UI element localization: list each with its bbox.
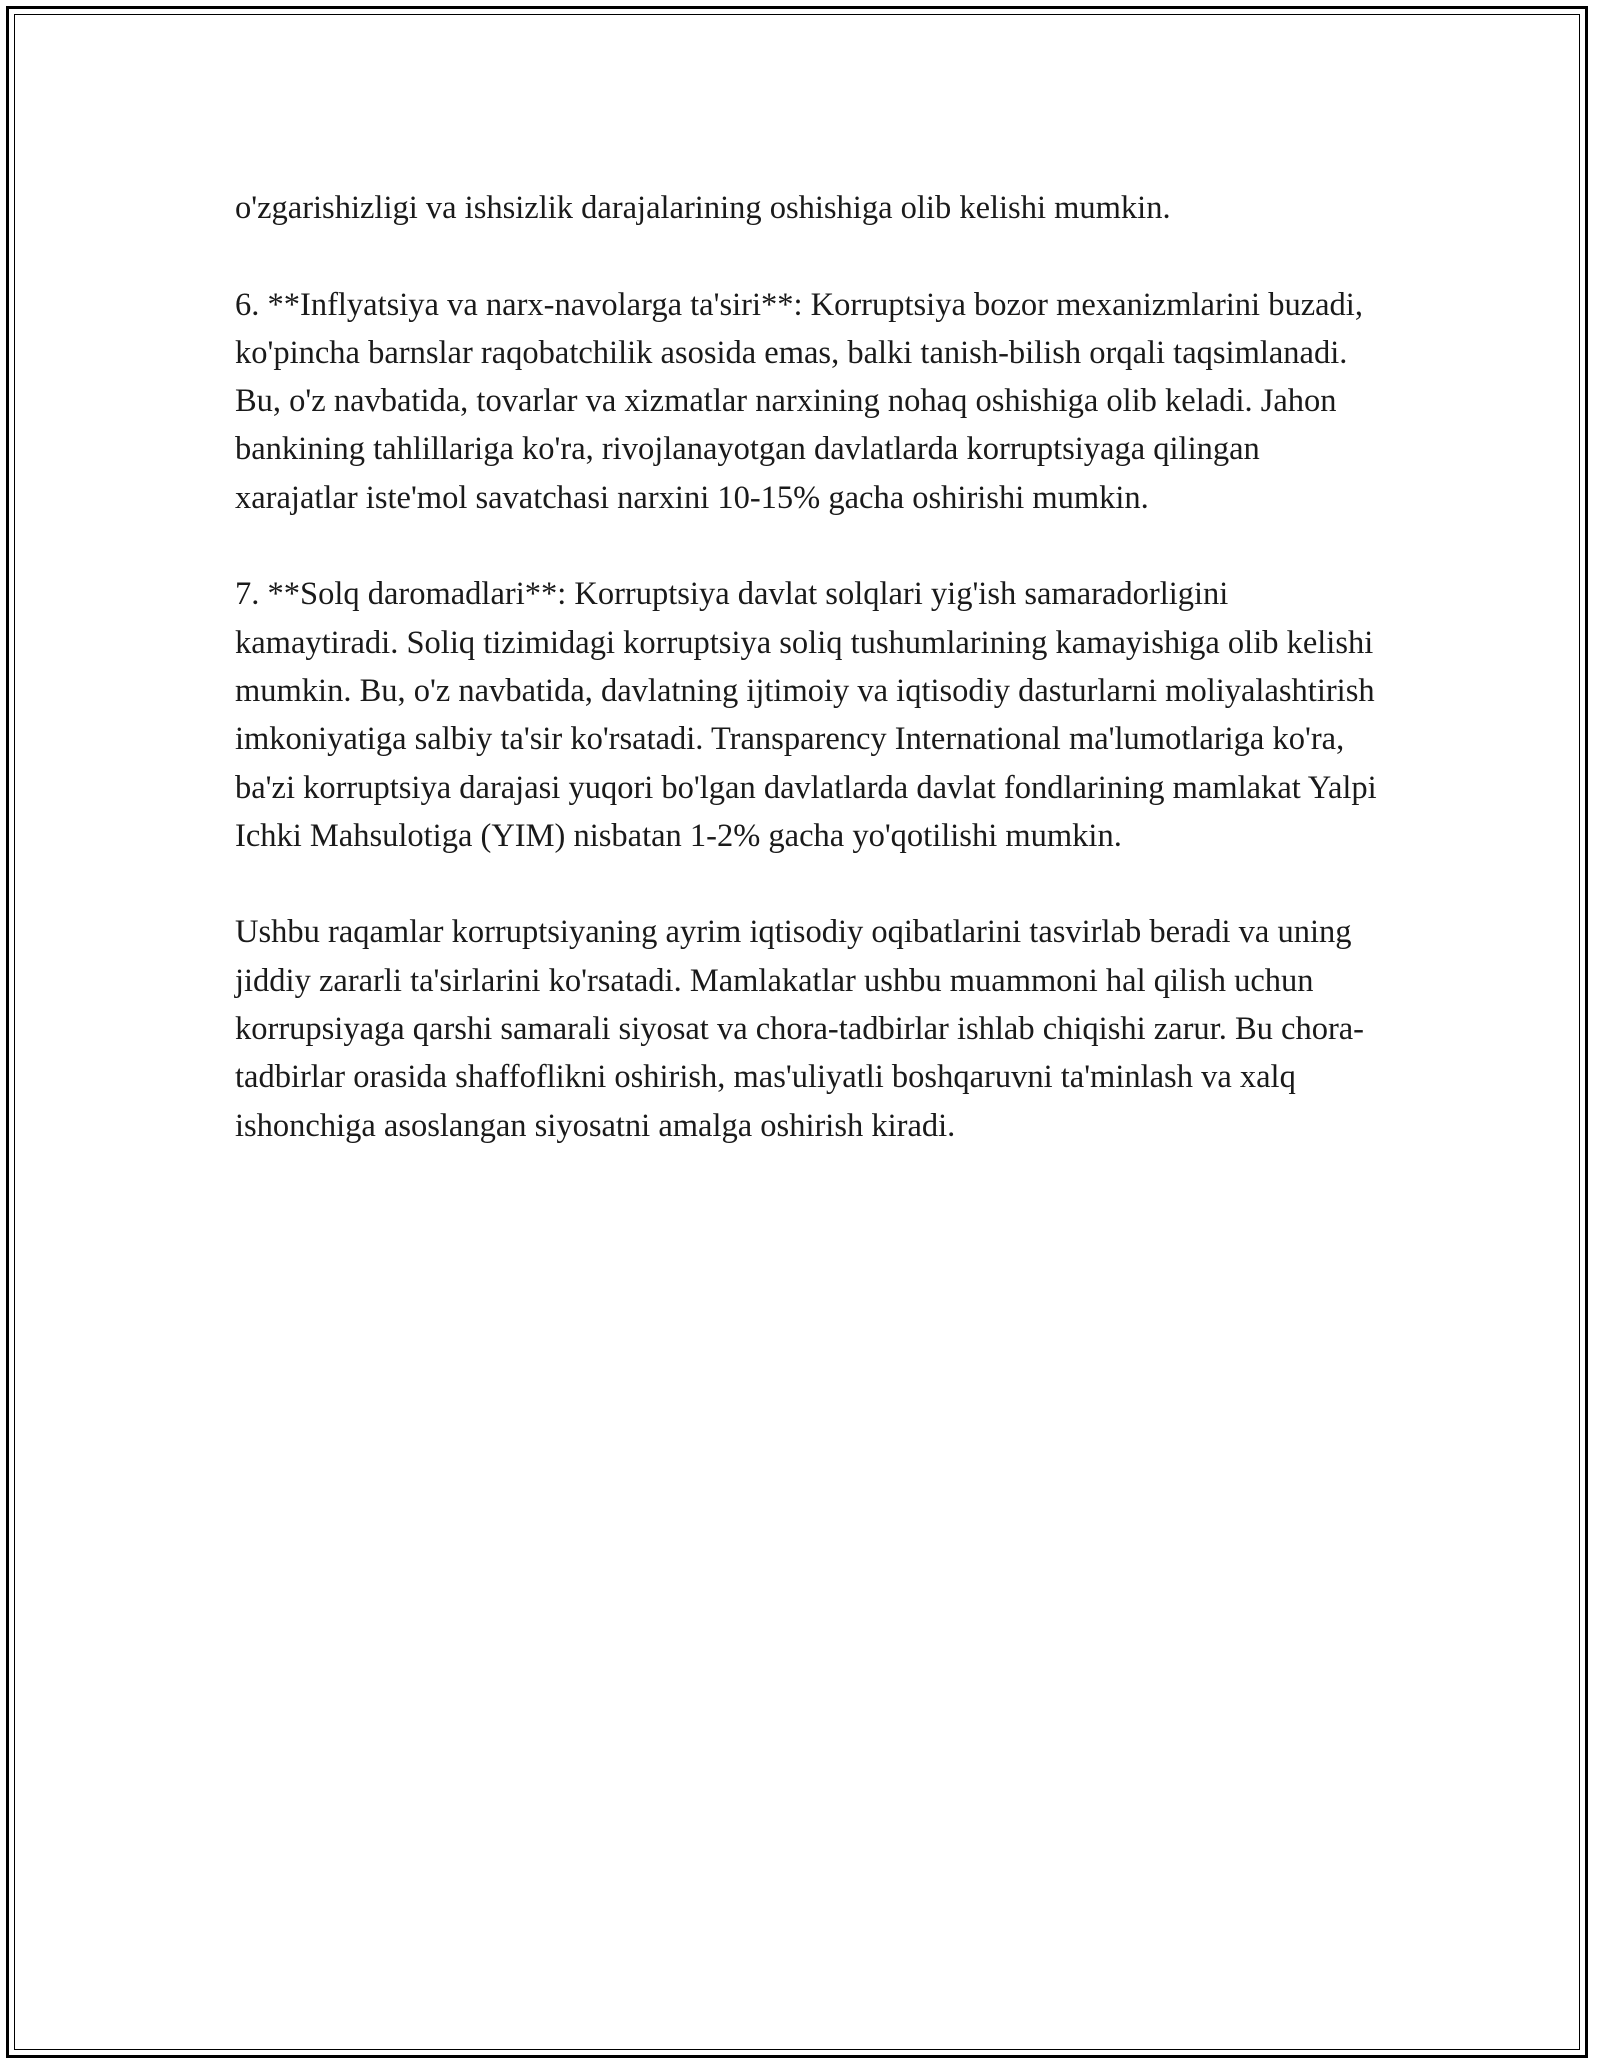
paragraph-conclusion: Ushbu raqamlar korruptsiyaning ayrim iqtisodiy oqibatlarini tasvirlab beradi va uning jiddiy zararli ta'sirlarini ko'rsatadi. Mamlakatlar ushbu muammoni hal qilish uchun korrupsiyaga qarshi samarali siyosat va chora-tadbirlar ishlab chiqishi zarur. Bu chora-tadbirlar orasida shaffoflikni oshirish, mas'uliyatli boshqaruvni ta'minlash va xalq ishonchiga asoslangan siyosatni amalga oshirish kiradi.	[235, 914, 1365, 1144]
document-body	[235, 184, 1385, 1198]
paragraph-inflation: 6. **Inflyatsiya va narx-navolarga ta'siri**: Korruptsiya bozor mexanizmlarini buzadi, ko'pincha barnslar raqobatchilik asosida emas, balki tanish-bilish orqali taqsimlanadi. Bu, o'z navbatida, tovarlar va xizmatlar narxining nohaq oshishiga olib keladi. Jahon bankining tahlillariga ko'ra, rivojlanayotgan davlatlarda korruptsiyaga qilingan xarajatlar iste'mol savatchasi narxini 10-15% gacha oshirishi mumkin.	[235, 286, 1363, 516]
paragraph-tax-revenue: 7. **Solq daromadlari**: Korruptsiya davlat solqlari yig'ish samaradorligini kamaytiradi. Soliq tizimidagi korruptsiya soliq tushumlarining kamayishiga olib kelishi mumkin. Bu, o'z navbatida, davlatning ijtimoiy va iqtisodiy dasturlarni moliyalashtirish imkoniyatiga salbiy ta'sir ko'rsatadi. Transparency International ma'lumotlariga ko'ra, ba'zi korruptsiya darajasi yuqori bo'lgan davlatlarda davlat fondlarining mamlakat Yalpi Ichki Mahsulotiga (YIM) nisbatan 1-2% gacha yo'qotilishi mumkin.	[235, 576, 1377, 854]
paragraph-continuation: o'zgarishizligi va ishsizlik darajalarining oshishiga olib kelishi mumkin.	[235, 190, 1171, 226]
